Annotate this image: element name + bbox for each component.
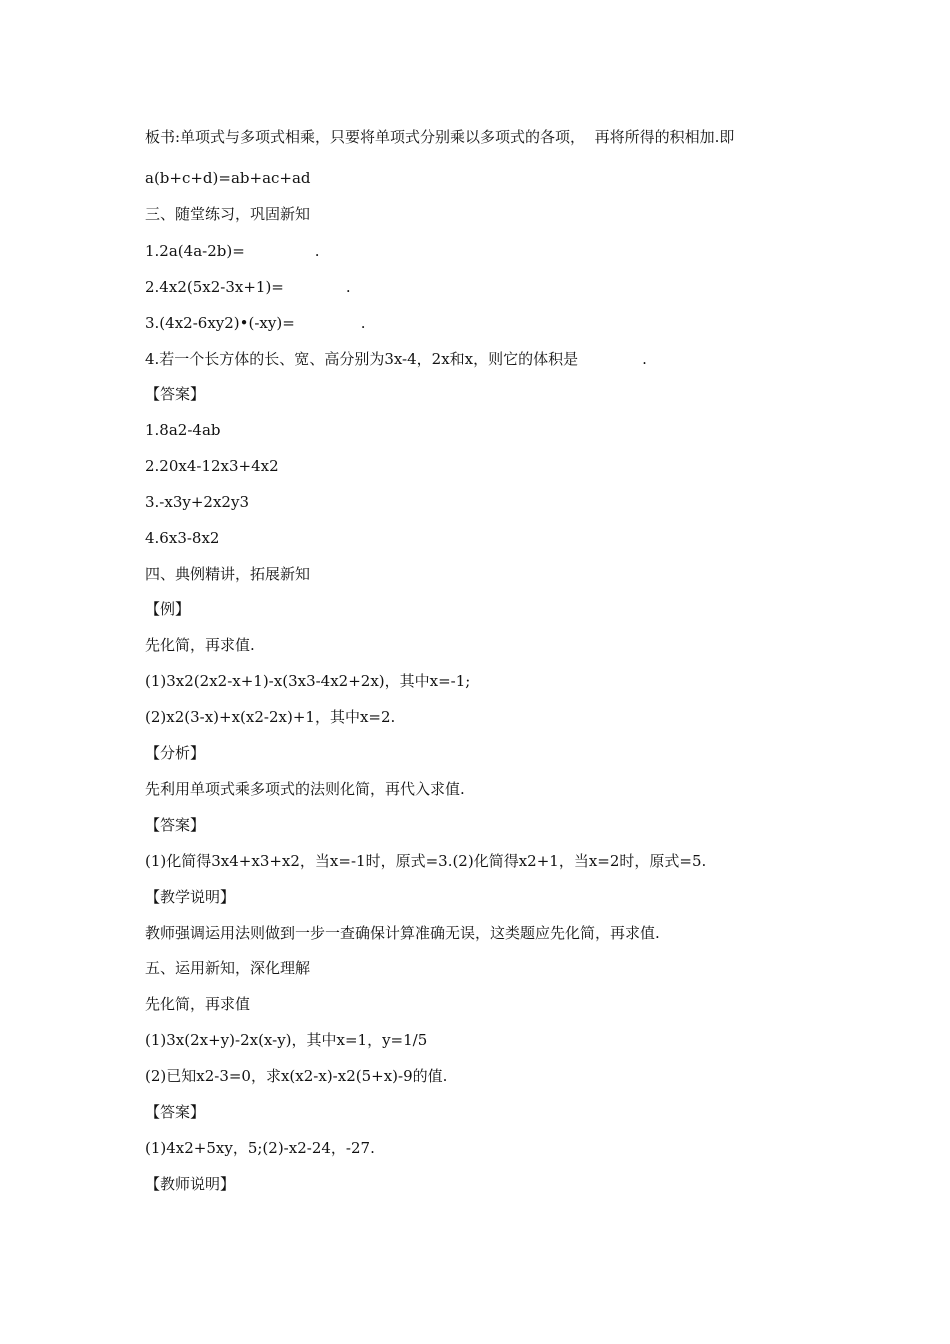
practice-problem-1: (1)3x(2x+y)-2x(x-y)，其中x=1，y=1/5 [145, 1031, 428, 1049]
exercise-4-text: 4.若一个长方体的长、宽、高分别为3x-4，2x和x，则它的体积是 [145, 350, 579, 368]
analysis-heading: 【分析】 [145, 744, 206, 762]
exercise-2-end: . [345, 278, 351, 296]
formula-line: a(b+c+d)=ab+ac+ad [145, 169, 311, 187]
exercise-3 [145, 313, 366, 333]
practice-problem-2: (2)已知x2-3=0，求x(x2-x)-x2(5+x)-9的值. [145, 1067, 448, 1085]
section-heading-4: 四、典例精讲，拓展新知 [145, 565, 311, 583]
answer-heading: 【答案】 [145, 816, 206, 834]
exercise-2-text: 2.4x2(5x2-3x+1)= [145, 278, 284, 296]
teaching-note-heading: 【教学说明】 [145, 888, 236, 906]
example-problem-1: (1)3x2(2x2-x+1)-x(3x3-4x2+2x)，其中x=-1; [145, 672, 471, 690]
analysis-text: 先利用单项式乘多项式的法则化简，再代入求值. [145, 780, 465, 798]
section-heading-3: 三、随堂练习，巩固新知 [145, 205, 311, 223]
answer-3: 3.-x3y+2x2y3 [145, 493, 249, 511]
answer-1: 1.8a2-4ab [145, 421, 221, 439]
example-problem-2: (2)x2(3-x)+x(x2-2x)+1，其中x=2. [145, 708, 396, 726]
practice-instruction: 先化简，再求值 [145, 995, 251, 1013]
exercise-2 [145, 277, 351, 297]
answer-heading: 【答案】 [145, 385, 206, 403]
exercise-1-end: . [314, 242, 320, 260]
example-answer: (1)化简得3x4+x3+x2，当x=-1时，原式=3.(2)化简得x2+1，当x=2时，原式=5. [145, 852, 707, 870]
exercise-4-end: . [642, 350, 647, 368]
teacher-note-heading: 【教师说明】 [145, 1175, 236, 1193]
exercise-3-end: . [360, 314, 366, 332]
example-instruction: 先化简，再求值. [145, 636, 255, 654]
answer-2: 2.20x4-12x3+4x2 [145, 457, 279, 475]
teaching-note-text: 教师强调运用法则做到一步一查确保计算准确无误，这类题应先化简，再求值. [145, 924, 660, 942]
exercise-3-text: 3.(4x2-6xy2)•(-xy)= [145, 314, 295, 332]
example-heading: 【例】 [145, 600, 191, 618]
section-heading-5: 五、运用新知，深化理解 [145, 959, 311, 977]
exercise-1-text: 1.2a(4a-2b)= [145, 242, 245, 260]
exercise-4 [145, 349, 647, 369]
practice-answer: (1)4x2+5xy，5;(2)-x2-24，-27. [145, 1139, 375, 1157]
answer-heading: 【答案】 [145, 1103, 206, 1121]
board-note-line: 板书:单项式与多项式相乘，只要将单项式分别乘以多项式的各项， 再将所得的积相加.即 [145, 128, 735, 146]
answer-4: 4.6x3-8x2 [145, 529, 220, 547]
exercise-1 [145, 241, 320, 261]
